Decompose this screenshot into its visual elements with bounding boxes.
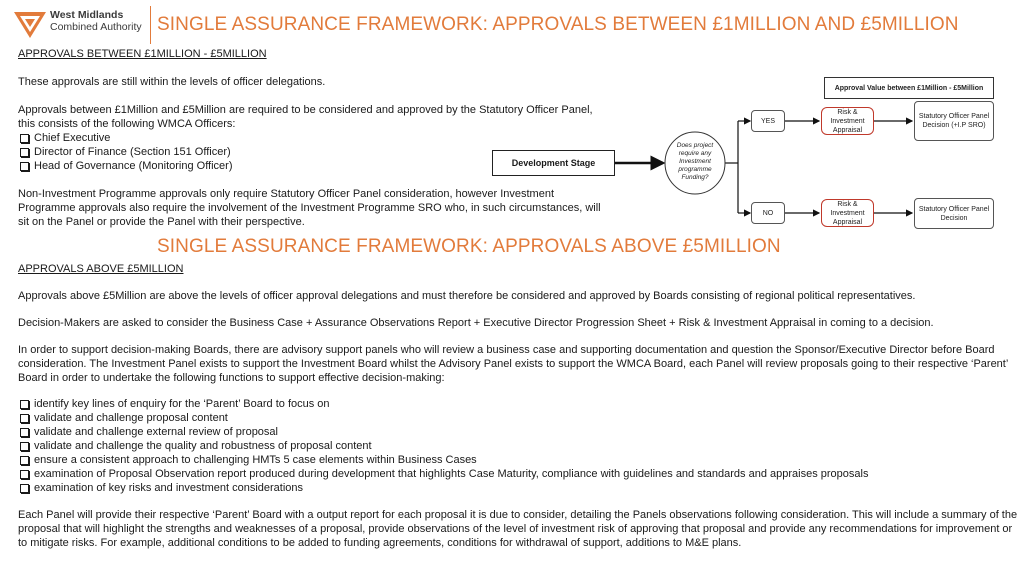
section1-title: SINGLE ASSURANCE FRAMEWORK: APPROVALS BETWEEN £1MILLION AND £5MILLION bbox=[157, 14, 959, 35]
approval-value-header: Approval Value between £1Million - £5Million bbox=[824, 77, 994, 99]
list-item: identify key lines of enquiry for the ‘Parent’ Board to focus on bbox=[18, 397, 1018, 411]
checkbox-bullet-icon bbox=[20, 162, 29, 171]
panel-functions-list bbox=[18, 397, 1018, 495]
section1-subheading: APPROVALS BETWEEN £1MILLION - £5MILLION bbox=[18, 48, 267, 60]
section2-subheading: APPROVALS ABOVE £5MILLION bbox=[18, 263, 184, 275]
checkbox-bullet-icon bbox=[20, 414, 29, 423]
section2-title: SINGLE ASSURANCE FRAMEWORK: APPROVALS ABOVE £5MILLION bbox=[157, 236, 781, 257]
checkbox-bullet-icon bbox=[20, 428, 29, 437]
list-item: ensure a consistent approach to challenging HMTs 5 case elements within Business Cases bbox=[18, 453, 1018, 467]
no-panel-decision-box: Statutory Officer Panel Decision bbox=[914, 198, 994, 229]
checkbox-bullet-icon bbox=[20, 400, 29, 409]
checkbox-bullet-icon bbox=[20, 456, 29, 465]
list-item: Director of Finance (Section 151 Officer) bbox=[18, 145, 618, 159]
section2-para2: Decision-Makers are asked to consider the Business Case + Assurance Observations Report + Executive Director Progression Sheet + Risk & Investment Appraisal in coming to a decision. bbox=[18, 317, 934, 329]
no-risk-appraisal-box: Risk & Investment Appraisal bbox=[821, 199, 874, 227]
logo-text bbox=[50, 9, 142, 33]
list-item: examination of Proposal Observation report produced during development that highlights Case Maturity, compliance with guidelines and standards and appraises proposals bbox=[18, 467, 1018, 481]
checkbox-bullet-icon bbox=[20, 442, 29, 451]
list-item: examination of key risks and investment considerations bbox=[18, 481, 1018, 495]
checkbox-bullet-icon bbox=[20, 134, 29, 143]
list-item: validate and challenge external review of proposal bbox=[18, 425, 1018, 439]
section2-para1: Approvals above £5Million are above the levels of officer approval delegations and must therefore be considered and approved by Boards consisting of regional political representatives. bbox=[18, 290, 916, 302]
approval-flow-diagram bbox=[480, 70, 1020, 240]
decision-question: Does project require any Investment programme Funding? bbox=[676, 142, 714, 181]
logo-line-2: Combined Authority bbox=[50, 21, 142, 33]
logo-line-1: West Midlands bbox=[50, 9, 124, 21]
section2-para3: In order to support decision-making Boards, there are advisory support panels who will review a business case and supporting documentation and question the Sponsor/Executive Director before Board consideration. The Investment Panel exists to support the Investment Board whilst the Advisory Panel exists to support the WMCA Board, each Panel will review proposals going to their respective ‘Parent’ Board in order to undertake the following functions to support effective decision-making: bbox=[18, 344, 1008, 384]
checkbox-bullet-icon bbox=[20, 148, 29, 157]
section1-para2: Approvals between £1Million and £5Million are required to be considered and approved by the Statutory Officer Panel, this consists of the following WMCA Officers: bbox=[18, 104, 593, 130]
no-label: NO bbox=[751, 202, 785, 224]
section2-para4: Each Panel will provide their respective ‘Parent’ Board with a output report for each proposal it is due to consider, detailing the Panels observations following consideration. This will include a summary of the proposal that will highlight the strengths and weaknesses of a proposal, provide observations of the level of investment risk of approving that proposal and provide any recommendations for improvement or to mitigate risks. For example, additional conditions to be added to funding agreements, conditions for withdrawal of support, additions to M&E plans. bbox=[18, 509, 1018, 549]
yes-label: YES bbox=[751, 110, 785, 132]
yes-risk-appraisal-box: Risk & Investment Appraisal bbox=[821, 107, 874, 135]
section1-para3: Non-Investment Programme approvals only require Statutory Officer Panel consideration, however Investment Programme approvals also require the involvement of the Investment Programme SRO who, in such circumstances, will sit on the Panel or provide the Panel with their perspective. bbox=[18, 188, 601, 228]
yes-panel-decision-box: Statutory Officer Panel Decision (+I.P SRO) bbox=[914, 101, 994, 141]
section2-content bbox=[18, 262, 1018, 550]
wmca-logo-icon bbox=[10, 8, 50, 42]
list-item: Chief Executive bbox=[18, 131, 618, 145]
development-stage-box: Development Stage bbox=[492, 150, 615, 176]
list-item: Head of Governance (Monitoring Officer) bbox=[18, 159, 618, 173]
title-divider bbox=[150, 6, 151, 44]
list-item: validate and challenge proposal content bbox=[18, 411, 1018, 425]
list-item: validate and challenge the quality and robustness of proposal content bbox=[18, 439, 1018, 453]
checkbox-bullet-icon bbox=[20, 484, 29, 493]
checkbox-bullet-icon bbox=[20, 470, 29, 479]
section1-para1: These approvals are still within the levels of officer delegations. bbox=[18, 76, 326, 88]
